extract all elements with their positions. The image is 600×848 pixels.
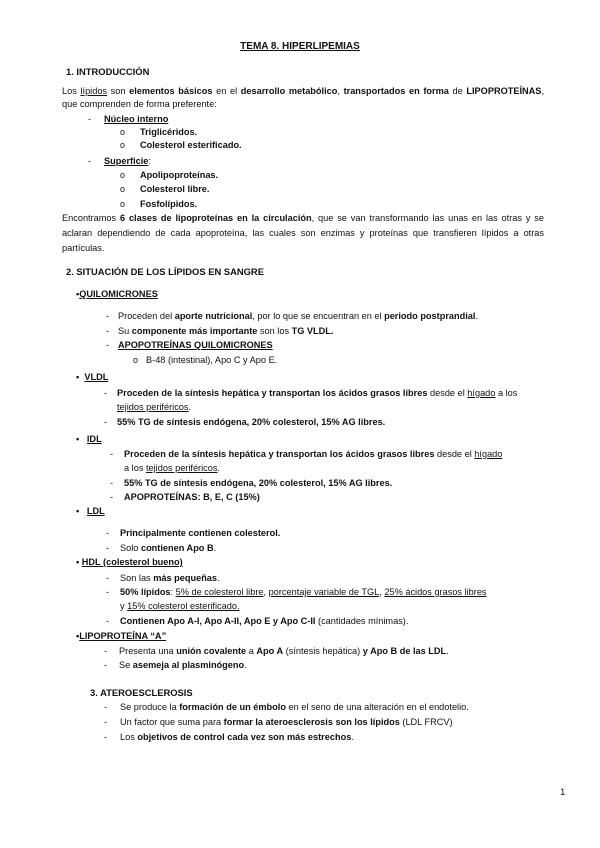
dash-marker: -: [104, 717, 108, 727]
list-item: Colesterol esterificado.: [140, 140, 242, 150]
dash-marker: -: [104, 702, 108, 712]
dash-marker: -: [88, 156, 92, 166]
list-item: Los objetivos de control cada vez son más estrechos.: [120, 732, 354, 742]
dash-marker: -: [110, 449, 114, 459]
list-item: Proceden del aporte nutricional, por lo que se encuentran en el periodo postprandial.: [118, 311, 479, 321]
circle-bullet-icon: o: [120, 184, 126, 194]
list-item: Principalmente contienen colesterol.: [120, 528, 281, 538]
heading-situacion-lipidos: 2. SITUACIÓN DE LOS LÍPIDOS EN SANGRE: [66, 266, 264, 277]
lipoproteina-a-heading: •LIPOPROTEÍNA “A”: [76, 631, 167, 641]
list-item: Son las más pequeñas.: [120, 573, 220, 583]
intro-paragraph: Los lípidos son elementos básicos en el desarrollo metabólico, transportados en forma de LIPOPROTEÍNAS, que comprenden de forma preferente:: [62, 86, 544, 109]
list-item-continuation: tejidos periféricos.: [117, 402, 192, 412]
list-item: Fosfolípidos.: [140, 199, 198, 209]
list-item: Colesterol libre.: [140, 184, 210, 194]
heading-ateroesclerosis: 3. ATEROESCLEROSIS: [90, 687, 193, 698]
list-item-continuation: y 15% colesterol esterificado.: [120, 601, 240, 611]
list-item: Se asemeja al plasminógeno.: [119, 660, 247, 670]
dash-marker: -: [106, 326, 110, 336]
list-item: Proceden de la síntesis hepática y transportan los ácidos grasos libres desde el hígado a los: [117, 388, 518, 398]
dash-marker: -: [104, 388, 108, 398]
hdl-heading: • HDL (colesterol bueno): [76, 557, 183, 567]
superficie-label: Superficie:: [104, 156, 151, 166]
list-item-continuation: a los tejidos periféricos.: [124, 463, 221, 473]
list-item: 50% lípidos: 5% de colesterol libre, porcentaje variable de TGL, 25% ácidos grasos libres: [120, 587, 487, 597]
dash-marker: -: [88, 114, 92, 124]
vldl-heading: • VLDL: [76, 372, 109, 382]
ldl-heading: • LDL: [76, 506, 105, 516]
quilomicrones-heading: •QUILOMICRONES: [76, 289, 158, 299]
list-item: Apolipoproteínas.: [140, 170, 219, 180]
list-item: Solo contienen Apo B.: [120, 543, 217, 553]
list-item: Triglicéridos.: [140, 127, 198, 137]
nucleo-interno-label: Núcleo interno: [104, 114, 169, 124]
dash-marker: -: [106, 528, 110, 538]
dash-marker: -: [106, 573, 110, 583]
dash-marker: -: [106, 587, 110, 597]
circle-bullet-icon: o: [120, 127, 126, 137]
list-item: Contienen Apo A-I, Apo A-II, Apo E y Apo C-II (cantidades mínimas).: [120, 616, 409, 626]
list-item: APOPOTREÍNAS QUILOMICRONES: [118, 340, 273, 350]
circle-bullet-icon: o: [120, 140, 126, 150]
list-item: Se produce la formación de un émbolo en el seno de una alteración en el endotelio.: [120, 702, 469, 712]
circle-bullet-icon: o: [120, 199, 126, 209]
list-item: Un factor que suma para formar la ateroesclerosis son los lípidos (LDL FRCV): [120, 717, 453, 727]
circle-bullet-icon: o: [120, 170, 126, 180]
dash-marker: -: [104, 417, 108, 427]
page-number: 1: [560, 787, 566, 798]
list-item: Proceden de la síntesis hepática y transportan los ácidos grasos libres desde el hígado: [124, 449, 503, 459]
dash-marker: -: [106, 616, 110, 626]
dash-marker: -: [104, 660, 108, 670]
list-item: Presenta una unión covalente a Apo A (síntesis hepática) y Apo B de las LDL.: [119, 646, 449, 656]
dash-marker: -: [106, 543, 110, 553]
idl-heading: • IDL: [76, 434, 102, 444]
lipoproteins-paragraph: Encontramos 6 clases de lipoproteínas en la circulación, que se van transformando las unas en las otras y se aclaran dependiendo de cada apoproteína, las cuales son enzimas y proteínas que transfieren lípidos a otras partículas.: [62, 213, 544, 253]
dash-marker: -: [106, 311, 110, 321]
list-item: 55% TG de síntesis endógena, 20% colesterol, 15% AG libres.: [124, 478, 393, 488]
dash-marker: -: [104, 646, 108, 656]
heading-introduccion: 1. INTRODUCCIÓN: [66, 66, 150, 77]
list-item: APOPROTEÍNAS: B, E, C (15%): [124, 492, 260, 502]
dash-marker: -: [104, 732, 108, 742]
dash-marker: -: [110, 492, 114, 502]
list-item: B-48 (intestinal), Apo C y Apo E.: [146, 355, 278, 365]
list-item: Su componente más importante son los TG VLDL.: [118, 326, 334, 336]
circle-bullet-icon: o: [133, 355, 139, 365]
dash-marker: -: [110, 478, 114, 488]
page-title: TEMA 8. HIPERLIPEMIAS: [240, 41, 360, 52]
list-item: 55% TG de síntesis endógena, 20% colesterol, 15% AG libres.: [117, 417, 386, 427]
dash-marker: -: [106, 340, 110, 350]
